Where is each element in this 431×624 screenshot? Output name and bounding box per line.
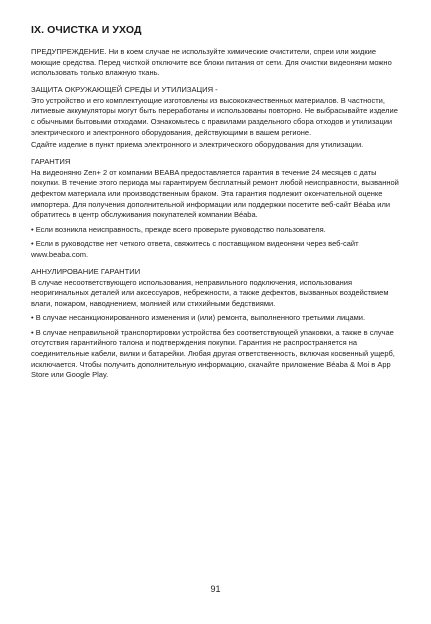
cancellation-section	[31, 267, 403, 381]
environment-section	[31, 85, 403, 151]
environment-paragraph-1: Это устройство и его комплектующие изготовлены из высококачественных материалов. В частности, литиевые аккумуляторы могут быть переработаны и использованы повторно. Не выбрасывайте изделие с обычными бытовыми отходами. Ознакомьтесь с правилами раздельного сбора отходов и утилизации электрического и электронного оборудования, действующими в вашем регионе.	[31, 95, 398, 137]
cancellation-paragraph: В случае несоответствующего использования, неправильного подключения, использования неоригинальных деталей или аксессуаров, небрежности, а также дефектов, вызванных воздействием влаги, пожаром, наводнением, молнией или стихийными бедствиями.	[31, 277, 389, 308]
page-number: 91	[210, 584, 221, 594]
document-page	[31, 24, 403, 385]
cancellation-bullet-2: • В случае неправильной транспортировки устройства без соответствующей упаковки, а также в случае отсутствия гарантийного талона и подтверждения покупки. Гарантия не распространяется на соединительные кабели, вилки и батарейки. Любая другая ответственность, включая косвенный ущерб, исключается. Чтобы получить дополнительную информацию, скачайте приложение Béaba & Moi в App Store или Google Play.	[31, 327, 395, 380]
warranty-section	[31, 157, 403, 261]
environment-paragraph-2: Сдайте изделие в пункт приема электронного и электрического оборудования для утилизации.	[31, 140, 364, 150]
section-title: IX. ОЧИСТКА И УХОД	[31, 24, 142, 36]
warranty-paragraph: На видеоняню Zen+ 2 от компании BEABA предоставляется гарантия в течение 24 месяцев с даты покупки. В течение этого периода мы гарантируем бесплатный ремонт любой неисправности, вызванной дефектом материала или производственным браком. Эта гарантия подлежит окончательной оценке импортера. Для получения дополнительной информации или поддержки посетите веб-сайт Béaba или обратитесь в центр обслуживания покупателей компании Béaba.	[31, 167, 399, 220]
warranty-heading: ГАРАНТИЯ	[31, 156, 71, 166]
warranty-bullet-2: • Если в руководстве нет четкого ответа, свяжитесь с поставщиком видеоняни через веб-сайт www.beaba.com.	[31, 239, 359, 259]
warranty-bullet-1: • Если возникла неисправность, прежде всего проверьте руководство пользователя.	[31, 224, 326, 234]
cancellation-heading: АННУЛИРОВАНИЕ ГАРАНТИИ	[31, 266, 141, 276]
cancellation-bullet-1: • В случае несанкционированного изменения и (или) ремонта, выполненного третьими лицами.	[31, 313, 366, 323]
warning-paragraph: ПРЕДУПРЕЖДЕНИЕ. Ни в коем случае не используйте химические очистители, спреи или жидкие моющие средства. Перед чисткой отключите все блоки питания от сети. Для очистки видеоняни можно использовать только влажную ткань.	[31, 47, 392, 78]
environment-heading: ЗАЩИТА ОКРУЖАЮЩЕЙ СРЕДЫ И УТИЛИЗАЦИЯ -	[31, 84, 218, 94]
